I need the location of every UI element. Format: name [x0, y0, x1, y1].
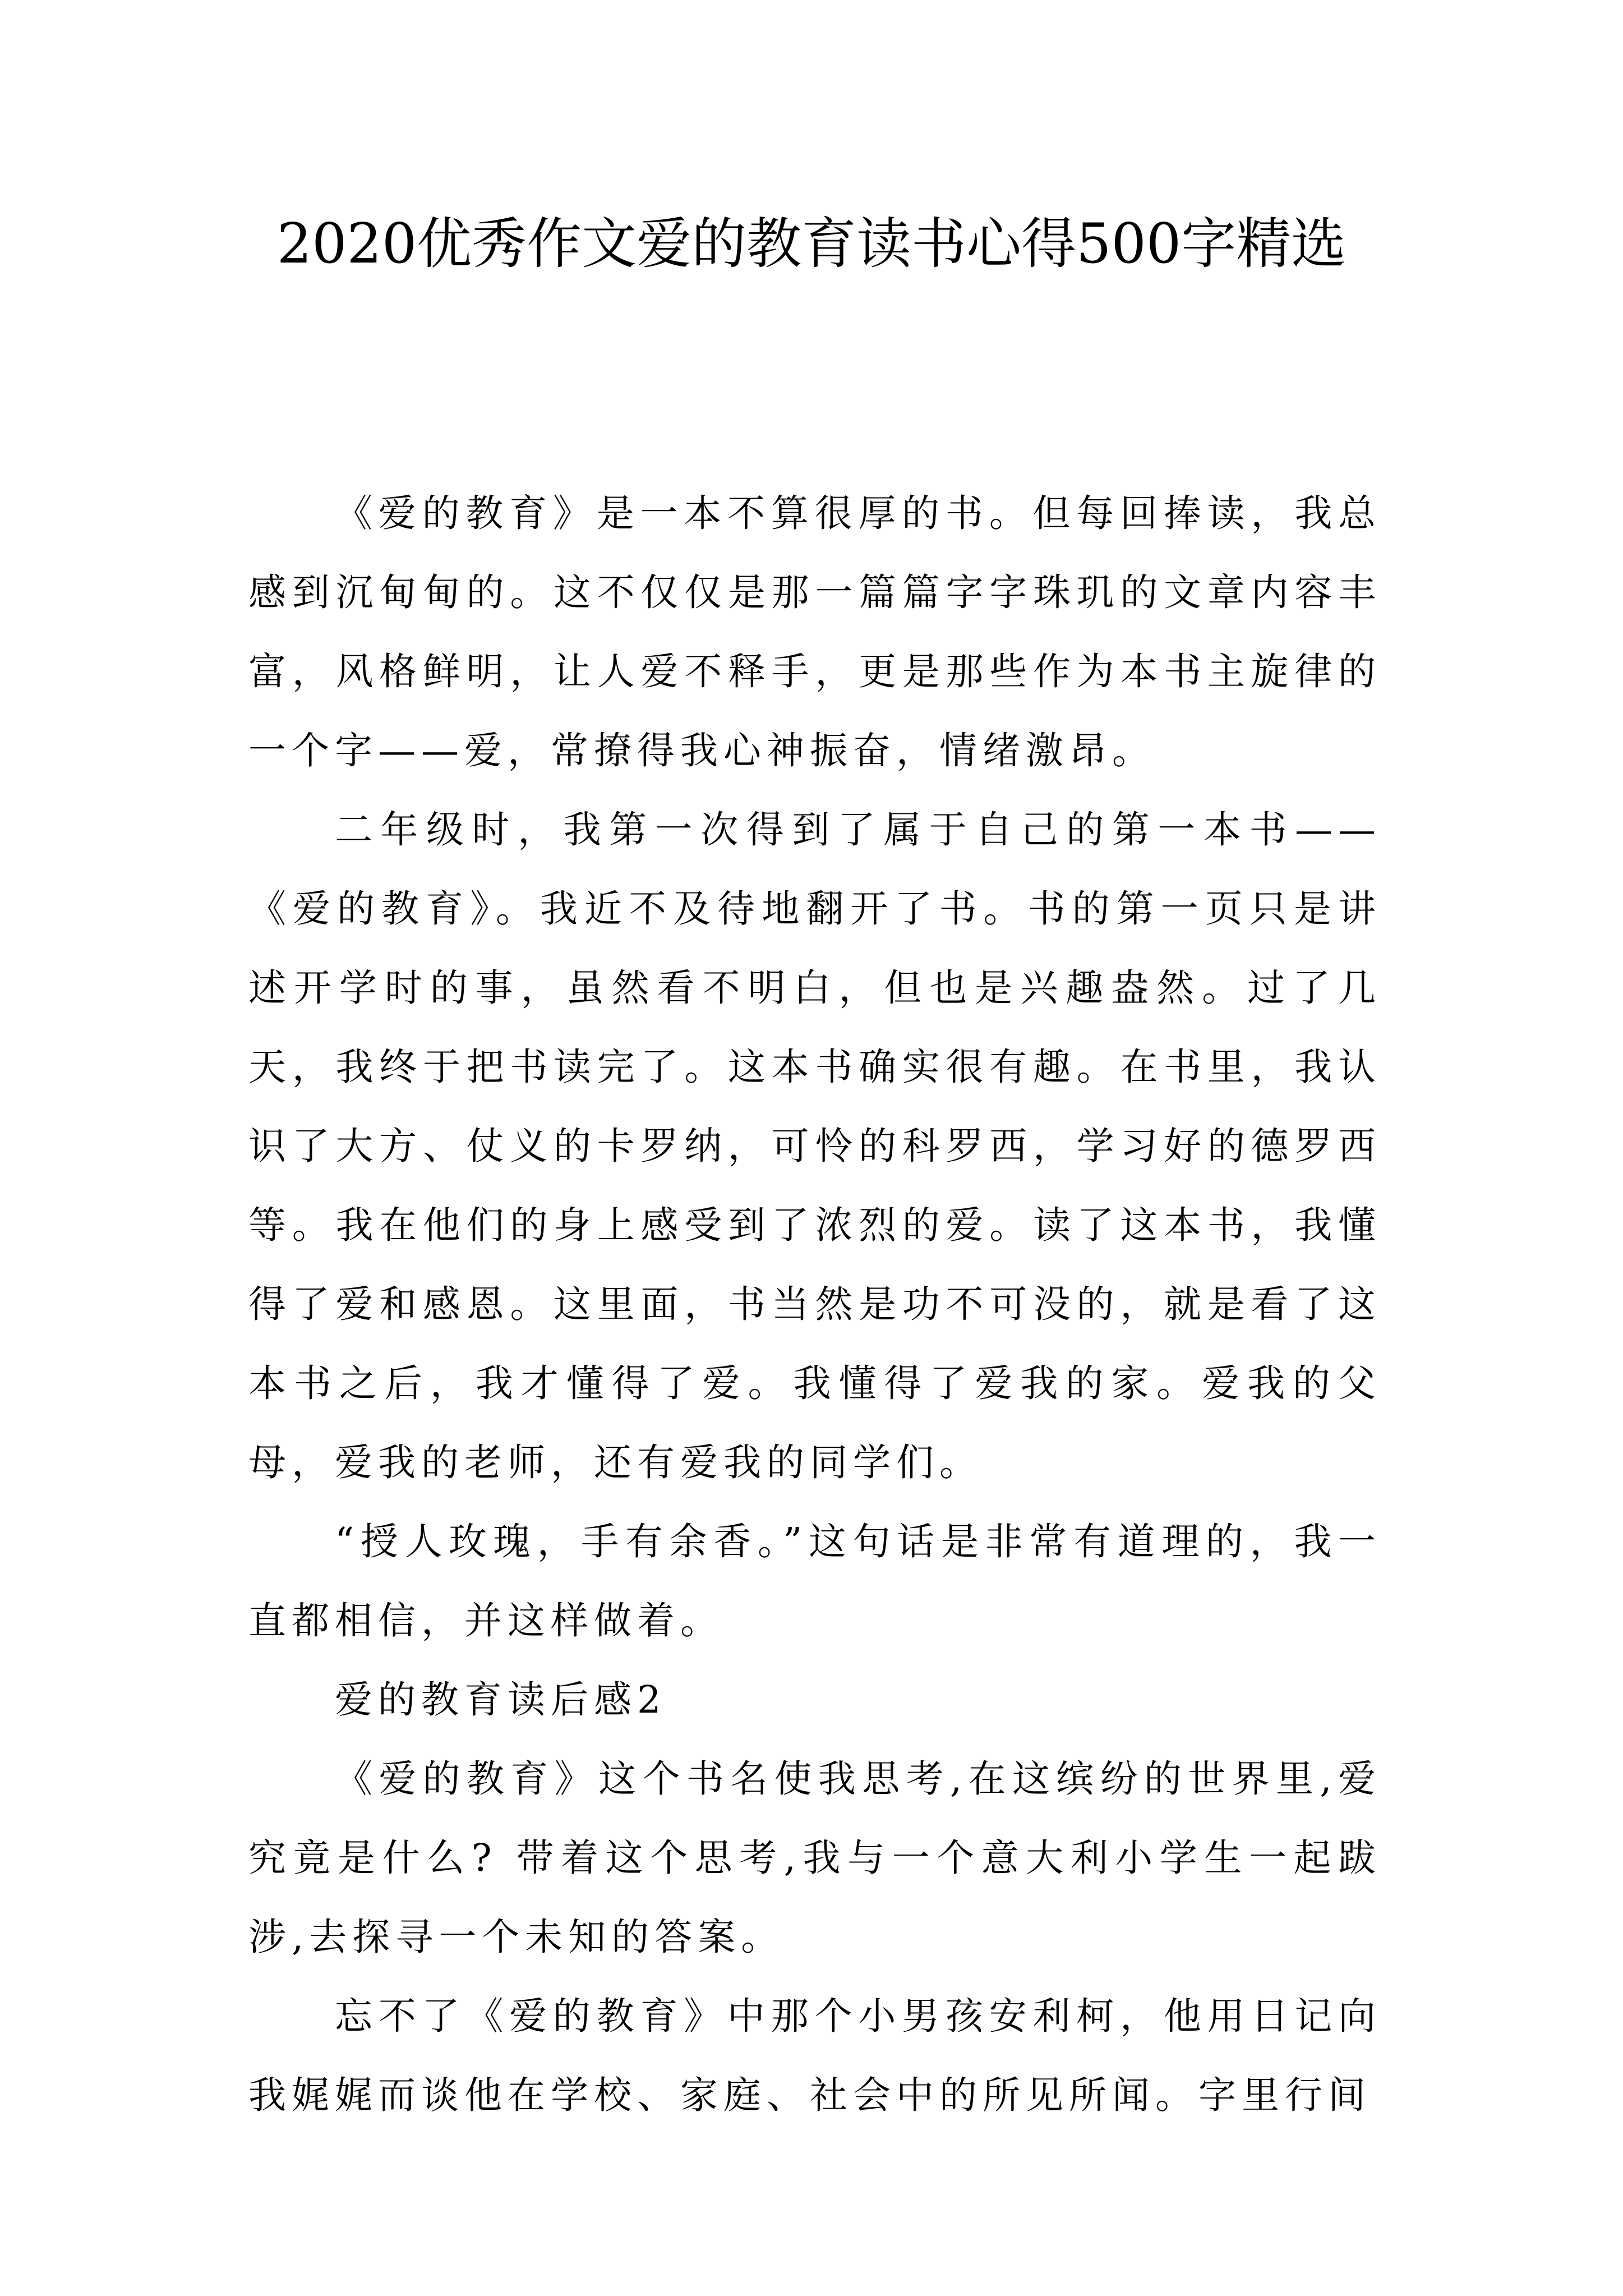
- paragraph-3: “授人玫瑰，手有余香。”这句话是非常有道理的，我一直都相信，并这样做着。: [248, 1520, 1381, 1642]
- document-title: 2020优秀作文爱的教育读书心得500字精选: [276, 212, 1347, 276]
- document-body: [248, 474, 1381, 2135]
- paragraph-4: 《爱的教育》这个书名使我思考,在这缤纷的世界里,爱究竟是什么? 带着这个思考,我与一个意大利小学生一起跋涉,去探寻一个未知的答案。: [248, 1757, 1381, 1959]
- section-heading: 爱的教育读后感2: [335, 1678, 667, 1722]
- paragraph-2: 二年级时，我第一次得到了属于自己的第一本书——《爱的教育》。我近不及待地翻开了书。书的第一页只是讲述开学时的事，虽然看不明白，但也是兴趣盎然。过了几天，我终于把书读完了。这本书确实很有趣。在书里，我认识了大方、仗义的卡罗纳，可怜的科罗西，学习好的德罗西等。我在他们的身上感受到了浓烈的爱。读了这本书，我懂得了爱和感恩。这里面，书当然是功不可没的，就是看了这本书之后，我才懂得了爱。我懂得了爱我的家。爱我的父母，爱我的老师，还有爱我的同学们。: [248, 808, 1381, 1484]
- paragraph-5: 忘不了《爱的教育》中那个小男孩安利柯，他用日记向我娓娓而谈他在学校、家庭、社会中的所见所闻。字里行间: [248, 1994, 1381, 2117]
- paragraph-1: 《爱的教育》是一本不算很厚的书。但每回捧读，我总感到沉甸甸的。这不仅仅是那一篇篇字字珠玑的文章内容丰富，风格鲜明，让人爱不释手，更是那些作为本书主旋律的一个字——爱，常撩得我心神振奋，情绪激昂。: [248, 491, 1381, 772]
